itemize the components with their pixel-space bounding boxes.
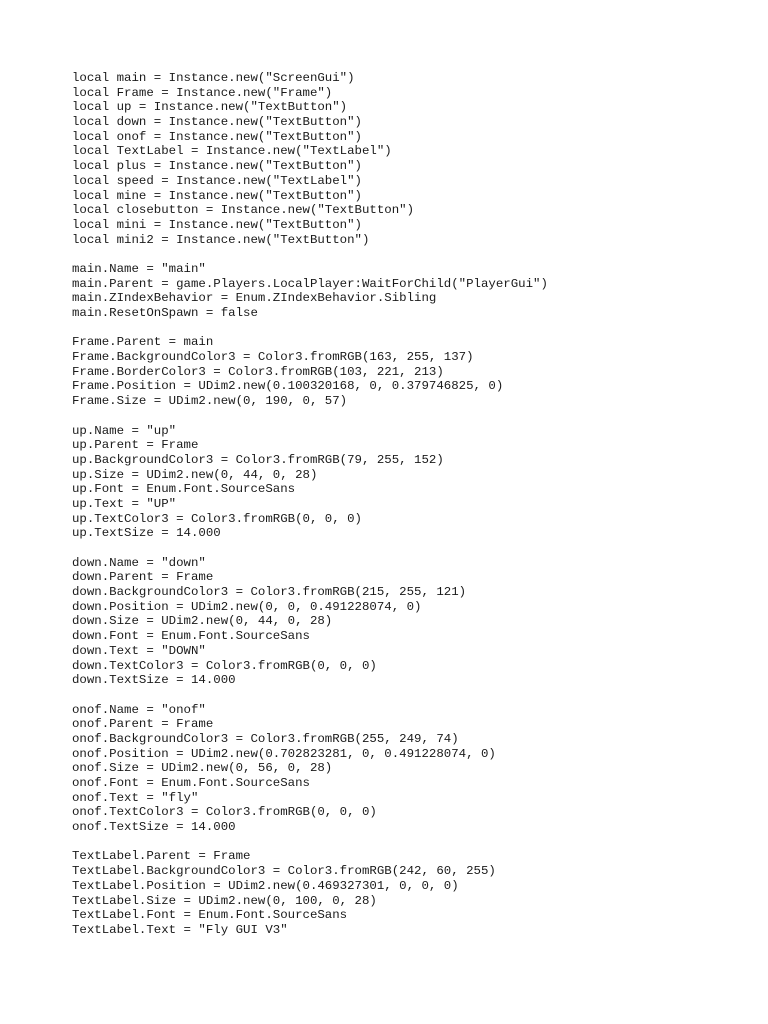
code-line: local plus = Instance.new("TextButton") (72, 159, 362, 174)
code-line: Frame.BorderColor3 = Color3.fromRGB(103, 221, 213) (72, 364, 444, 379)
code-line: onof.Parent = Frame (72, 717, 214, 732)
code-line: down.Name = "down" (72, 555, 206, 570)
code-line: down.Font = Enum.Font.SourceSans (72, 629, 310, 644)
code-line: onof.Font = Enum.Font.SourceSans (72, 776, 310, 790)
code-line: up.Parent = Frame (72, 438, 199, 453)
code-block (72, 424, 752, 542)
code-line: down.Text = "DOWN" (72, 643, 206, 658)
code-line: up.Size = UDim2.new(0, 44, 0, 28) (72, 467, 318, 482)
code-line: local speed = Instance.new("TextLabel") (72, 173, 362, 188)
code-line: local mini = Instance.new("TextButton") (72, 217, 362, 232)
code-line: local Frame = Instance.new("Frame") (72, 85, 333, 100)
code-listing (72, 71, 752, 952)
code-line: onof.TextSize = 14.000 (72, 820, 236, 835)
code-block (72, 262, 752, 321)
code-line: down.Parent = Frame (72, 570, 214, 585)
code-line: local onof = Instance.new("TextButton") (72, 129, 362, 144)
code-line: TextLabel.Parent = Frame (72, 849, 251, 864)
code-line: Frame.Position = UDim2.new(0.100320168, 0, 0.379746825, 0) (72, 379, 504, 394)
code-line: up.Text = "UP" (72, 496, 177, 511)
code-line: up.TextColor3 = Color3.fromRGB(0, 0, 0) (72, 511, 362, 526)
code-line: local main = Instance.new("ScreenGui") (72, 71, 355, 85)
code-line: main.ZIndexBehavior = Enum.ZIndexBehavior.Sibling (72, 291, 437, 306)
code-line: onof.Position = UDim2.new(0.702823281, 0, 0.491228074, 0) (72, 746, 496, 761)
code-block (72, 335, 752, 408)
code-line: up.Font = Enum.Font.SourceSans (72, 482, 296, 497)
code-line: down.BackgroundColor3 = Color3.fromRGB(215, 255, 121) (72, 585, 467, 600)
code-line: main.Parent = game.Players.LocalPlayer:WaitForChild("PlayerGui") (72, 276, 548, 291)
code-line: local up = Instance.new("TextButton") (72, 100, 348, 115)
code-line: TextLabel.Size = UDim2.new(0, 100, 0, 28) (72, 893, 377, 908)
code-line: down.TextSize = 14.000 (72, 673, 236, 688)
code-line: main.ResetOnSpawn = false (72, 306, 258, 320)
code-line: local mini2 = Instance.new("TextButton") (72, 232, 370, 247)
code-line: onof.Name = "onof" (72, 702, 206, 717)
code-line: down.Size = UDim2.new(0, 44, 0, 28) (72, 614, 333, 629)
code-line: local mine = Instance.new("TextButton") (72, 188, 362, 203)
code-line: up.BackgroundColor3 = Color3.fromRGB(79, 255, 152) (72, 452, 444, 467)
code-line: Frame.Size = UDim2.new(0, 190, 0, 57) (72, 394, 348, 409)
code-line: down.TextColor3 = Color3.fromRGB(0, 0, 0) (72, 658, 377, 673)
code-line: Frame.BackgroundColor3 = Color3.fromRGB(163, 255, 137) (72, 350, 474, 365)
code-line: TextLabel.BackgroundColor3 = Color3.fromRGB(242, 60, 255) (72, 864, 496, 879)
code-block (72, 556, 752, 688)
code-line: main.Name = "main" (72, 261, 206, 276)
code-line: local down = Instance.new("TextButton") (72, 115, 362, 130)
code-line: TextLabel.Font = Enum.Font.SourceSans (72, 908, 348, 923)
code-line: TextLabel.Text = "Fly GUI V3" (72, 922, 288, 937)
code-line: onof.Size = UDim2.new(0, 56, 0, 28) (72, 761, 333, 776)
code-line: local closebutton = Instance.new("TextButton") (72, 203, 415, 218)
code-block (72, 703, 752, 835)
code-line: up.Name = "up" (72, 423, 177, 438)
code-block (72, 849, 752, 937)
code-block (72, 71, 752, 247)
code-line: onof.TextColor3 = Color3.fromRGB(0, 0, 0) (72, 805, 377, 820)
code-line: onof.BackgroundColor3 = Color3.fromRGB(255, 249, 74) (72, 731, 459, 746)
code-line: Frame.Parent = main (72, 335, 214, 350)
code-line: down.Position = UDim2.new(0, 0, 0.491228074, 0) (72, 599, 422, 614)
code-line: TextLabel.Position = UDim2.new(0.469327301, 0, 0, 0) (72, 878, 459, 893)
code-line: onof.Text = "fly" (72, 790, 199, 805)
code-line: local TextLabel = Instance.new("TextLabel") (72, 144, 392, 159)
code-line: up.TextSize = 14.000 (72, 526, 221, 541)
